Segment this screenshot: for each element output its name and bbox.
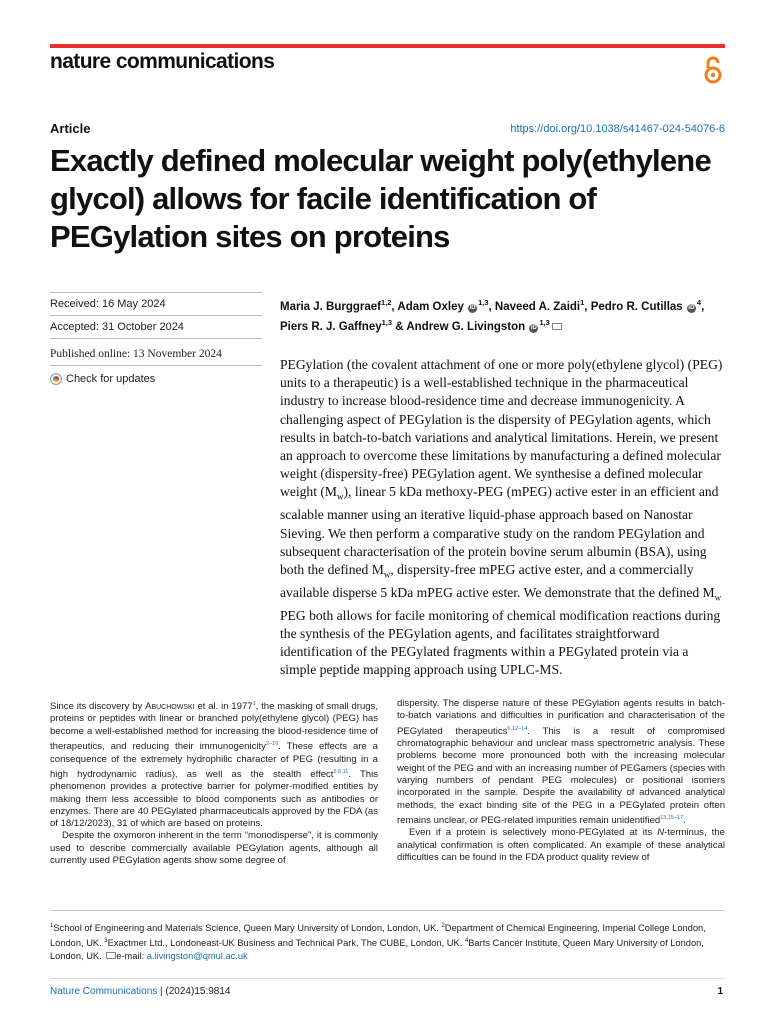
- accepted-date: Accepted: 31 October 2024: [50, 321, 184, 333]
- check-updates-icon: [50, 373, 62, 385]
- orcid-icon[interactable]: iD: [688, 304, 695, 311]
- email-link[interactable]: a.livingston@qmul.ac.uk: [146, 951, 248, 962]
- author-name[interactable]: Adam Oxley: [397, 300, 464, 313]
- envelope-icon: [106, 952, 116, 959]
- author-name[interactable]: Maria J. Burggraef: [280, 300, 381, 313]
- article-title: Exactly defined molecular weight poly(ethylene glycol) allows for facile identification of PEGylation sites on proteins: [50, 143, 711, 254]
- affiliation-mark: 1: [580, 298, 585, 307]
- body-paragraph: Despite the oxymoron inherent in the term “monodisperse”, it is commonly used to describe commercially available PEGylation agents, although all currently used PEGylation agents show some degree of: [50, 830, 378, 867]
- author-name[interactable]: Piers R. J. Gaffney: [280, 320, 382, 333]
- affiliation-mark: 4: [696, 298, 702, 307]
- footer-journal-link[interactable]: Nature Communications: [50, 986, 158, 997]
- reference-link[interactable]: 2–10: [265, 741, 279, 748]
- body-paragraph: Since its discovery by Abuchowski et al. in 1977$^1$, the masking of small drugs, proteins or peptides with linear or branched poly(ethylene glycol) (PEG) has become a well-established method for increasing the blood-residence time of therapeutics, and reducing their immunogenicity$^{2-10}$. These effects are a consequence of the extremely hydrophilic character of PEG (resulting in a high hydrodynamic radius), as well as the stealth effect$^{5,6,11}$. This phenomenon provides a protective barrier for polymer-modified entities by making them less accessible to blood components such as antibodies or enzymes. There are 40 PEGylated pharmaceuticals approved by the FDA (as of 18/12/2023), 31 of which are based on proteins.: [50, 701, 378, 830]
- received-date: Received: 16 May 2024: [50, 298, 166, 310]
- author-list: Maria J. Burggraef$^{1,2}$, Adam Oxley iD$^{1,3}$, Naveed A. Zaidi$^1$, Pedro R. Cutillas $iD^4$, Piers R. J. Gaffney$^{1,3}$ & Andrew G. Livingston iD$^{1,3}$: [280, 298, 705, 333]
- affiliations-footnote: $^1$School of Engineering and Materials Science, Queen Mary University of London, London, UK. $^2$Department of Chemical Engineering, Imperial College London, London, UK. $^3$Exactmer Ltd., Londoneast-UK Business and Technical Park, The CUBE, London, UK. $^4$Barts Cancer Institute, Queen Mary University of London, London, UK. e-mail: a.livingston@qmul.ac.uk: [50, 923, 706, 962]
- orcid-icon[interactable]: iD: [469, 304, 476, 311]
- body-column-right: [397, 698, 725, 864]
- envelope-icon[interactable]: [552, 323, 562, 330]
- check-for-updates-button[interactable]: [50, 373, 155, 385]
- page-number: 1: [717, 986, 723, 997]
- author-name[interactable]: Naveed A. Zaidi: [494, 300, 581, 313]
- doi-link[interactable]: https://doi.org/10.1038/s41467-024-54076-6: [510, 123, 725, 135]
- footnote-divider: [50, 910, 725, 911]
- reference-link[interactable]: 5,6,11: [333, 768, 349, 775]
- published-date: Published online: 13 November 2024: [50, 348, 222, 360]
- affiliation-mark: 1,3: [478, 298, 489, 307]
- reference-link[interactable]: 1: [252, 701, 256, 707]
- abstract: PEGylation (the covalent attachment of one or more poly(ethylene glycol) (PEG) units to a therapeutic) is a well-established technique in the pharmaceutical industry to increase blood-residence time and decrease immunogenicity. A challenging aspect of PEGylation is the dispersity of PEGylation agents, which results in batch-to-batch variations and analytical limitations. Herein, we present an approach to overcome these limitations by manufacturing a defined molecular weight (dispersity-free) PEGylation agent. We synthesise a defined molecular weight $(M_w)$, linear 5 kDa methoxy-PEG (mPEG) active ester in an efficient and scalable manner using an iterative liquid-phase approach based on Nanostar Sieving. We then perform a comparative study on the random PEGylation and subsequent characterisation of the protein bovine serum albumin (BSA), using both the defined $M_w$, dispersity-free mPEG active ester, and a commercially available disperse 5 kDa mPEG active ester. We demonstrate that the defined $M_w$ PEG both allows for facile monitoring of chemical modification reactions during the synthesis of the PEGylation agents, and facilitates straightforward identification of the PEGylated fragments within a PEGylated protein via a simple peptide mapping approach using UPLC-MS.: [280, 357, 723, 678]
- affiliation-mark: 1,2: [380, 298, 392, 307]
- reference-link[interactable]: 6,12–14: [507, 725, 528, 732]
- header-accent-bar: [50, 44, 725, 48]
- author-name[interactable]: Pedro R. Cutillas: [590, 300, 683, 313]
- orcid-icon[interactable]: iD: [530, 324, 537, 331]
- footer-citation: Nature Communications | (2024)15:9814: [50, 986, 231, 997]
- footer-divider: [50, 978, 725, 979]
- open-access-icon[interactable]: [702, 55, 724, 85]
- article-type: Article: [50, 121, 91, 136]
- check-updates-label: Check for updates: [66, 373, 156, 385]
- body-paragraph: dispersity. The disperse nature of these PEGylation agents results in batch-to-batch variations and difficulties in purification and characterisation of the PEGylated therapeutics$^{6,12-14}$. This is a result of compromised chromatographic behaviour and unclear mass spectrometric analysis. These problems become more pronounced both with the increasing molecular weight of the PEG and with an increasing number of PEGamers (species with varying numbers of pendant PEG molecules) or positional isomers incorporated in the sample. Despite the availability of advanced analytical methods, the exact binding site of the PEG in a PEGylated protein often remains unclear, or PEG-related impurities remain unidentified$^{13,15-17}$.: [397, 698, 725, 827]
- body-paragraph: Even if a protein is selectively mono-PEGylated at its N-terminus, the analytical confirmation is often complicated. An example of these analytical difficulties can be found in the FDA product quality review of: [397, 827, 725, 863]
- affiliation-mark: 1,3: [539, 317, 550, 327]
- author-name[interactable]: Andrew G. Livingston: [406, 320, 526, 333]
- affiliation-mark: 1,3: [381, 317, 393, 327]
- reference-link[interactable]: 13,15–17: [660, 814, 684, 821]
- journal-name[interactable]: nature communications: [50, 50, 275, 73]
- body-column-left: [50, 698, 378, 867]
